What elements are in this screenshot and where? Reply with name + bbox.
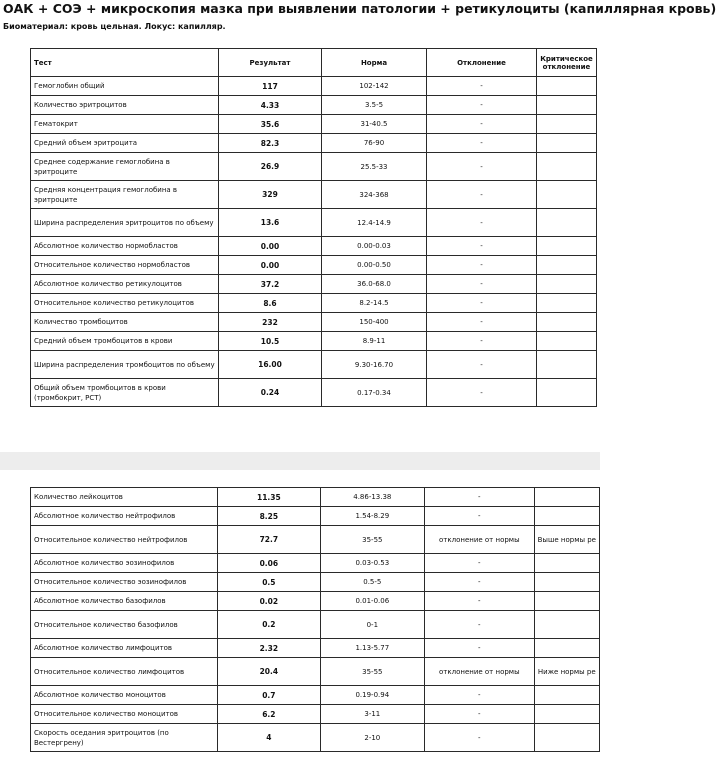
norm-cell: 35-55 (320, 658, 424, 686)
test-name-cell: Средний объем тромбоцитов в крови (31, 332, 219, 351)
critical-cell (537, 256, 597, 275)
critical-cell (537, 77, 597, 96)
result-cell: 10.5 (219, 332, 322, 351)
deviation-cell: - (425, 724, 535, 752)
result-cell: 6.2 (218, 705, 320, 724)
critical-cell (537, 181, 597, 209)
result-cell: 0.02 (218, 592, 320, 611)
result-cell: 2.32 (218, 639, 320, 658)
deviation-cell: - (425, 639, 535, 658)
table-row (31, 237, 597, 256)
test-name-cell: Скорость оседания эритроцитов (по Вестергрену) (31, 724, 218, 752)
table-row (31, 313, 597, 332)
test-name-cell: Относительное количество ретикулоцитов (31, 294, 219, 313)
deviation-cell: - (427, 134, 537, 153)
table-row (31, 153, 597, 181)
page-break (0, 452, 600, 470)
test-name-cell: Абсолютное количество нейтрофилов (31, 507, 218, 526)
test-name-cell: Гематокрит (31, 115, 219, 134)
deviation-cell: - (425, 488, 535, 507)
deviation-cell: - (425, 686, 535, 705)
table-row (31, 256, 597, 275)
result-cell: 0.00 (219, 237, 322, 256)
norm-cell: 3.5-5 (322, 96, 427, 115)
header-norm: Норма (322, 49, 427, 77)
test-name-cell: Относительное количество моноцитов (31, 705, 218, 724)
test-name-cell: Ширина распределения эритроцитов по объему (31, 209, 219, 237)
deviation-cell: - (425, 611, 535, 639)
critical-cell (534, 507, 599, 526)
report-title: ОАК + СОЭ + микроскопия мазка при выявлении патологии + ретикулоциты (капиллярная кровь) (3, 1, 716, 16)
test-name-cell: Относительное количество нейтрофилов (31, 526, 218, 554)
table-row (31, 351, 597, 379)
result-cell: 329 (219, 181, 322, 209)
critical-cell (537, 332, 597, 351)
result-cell: 26.9 (219, 153, 322, 181)
deviation-cell: - (425, 507, 535, 526)
norm-cell: 31-40.5 (322, 115, 427, 134)
norm-cell: 150-400 (322, 313, 427, 332)
critical-cell (537, 209, 597, 237)
critical-cell (534, 488, 599, 507)
norm-cell: 25.5-33 (322, 153, 427, 181)
deviation-cell: отклонение от нормы (425, 526, 535, 554)
result-cell: 117 (219, 77, 322, 96)
header-deviation: Отклонение (427, 49, 537, 77)
deviation-cell: - (427, 351, 537, 379)
critical-cell (534, 592, 599, 611)
deviation-cell: - (427, 181, 537, 209)
norm-cell: 1.13-5.77 (320, 639, 424, 658)
norm-cell: 0.19-0.94 (320, 686, 424, 705)
table-row (31, 181, 597, 209)
deviation-cell: - (425, 705, 535, 724)
critical-cell (537, 275, 597, 294)
results-table-2 (30, 487, 600, 752)
result-cell: 20.4 (218, 658, 320, 686)
table-row (31, 209, 597, 237)
test-name-cell: Абсолютное количество нормобластов (31, 237, 219, 256)
header-result: Результат (219, 49, 322, 77)
critical-cell (534, 686, 599, 705)
test-name-cell: Относительное количество эозинофилов (31, 573, 218, 592)
norm-cell: 76-90 (322, 134, 427, 153)
table-row (31, 658, 600, 686)
table-row (31, 96, 597, 115)
test-name-cell: Общий объем тромбоцитов в крови (тромбокрит, PCT) (31, 379, 219, 407)
critical-cell: Выше нормы ре (534, 526, 599, 554)
table-row (31, 611, 600, 639)
results-table-1 (30, 48, 597, 407)
norm-cell: 1.54-8.29 (320, 507, 424, 526)
table-row (31, 724, 600, 752)
norm-cell: 0.01-0.06 (320, 592, 424, 611)
result-cell: 0.5 (218, 573, 320, 592)
norm-cell: 2-10 (320, 724, 424, 752)
result-cell: 4.33 (219, 96, 322, 115)
table-row (31, 379, 597, 407)
report-subtitle: Биоматериал: кровь цельная. Локус: капилляр. (3, 22, 226, 31)
test-name-cell: Абсолютное количество ретикулоцитов (31, 275, 219, 294)
critical-cell (537, 294, 597, 313)
norm-cell: 8.9-11 (322, 332, 427, 351)
deviation-cell: - (425, 592, 535, 611)
test-name-cell: Гемоглобин общий (31, 77, 219, 96)
deviation-cell: - (425, 573, 535, 592)
test-name-cell: Относительное количество лимфоцитов (31, 658, 218, 686)
deviation-cell: - (427, 77, 537, 96)
deviation-cell: - (427, 115, 537, 134)
critical-cell (537, 115, 597, 134)
deviation-cell: - (427, 209, 537, 237)
result-cell: 72.7 (218, 526, 320, 554)
norm-cell: 0.5-5 (320, 573, 424, 592)
result-cell: 0.24 (219, 379, 322, 407)
table-row (31, 705, 600, 724)
critical-cell (534, 573, 599, 592)
result-cell: 82.3 (219, 134, 322, 153)
deviation-cell: - (427, 237, 537, 256)
table-row (31, 554, 600, 573)
deviation-cell: - (427, 294, 537, 313)
test-name-cell: Средняя концентрация гемоглобина в эритроците (31, 181, 219, 209)
deviation-cell: - (427, 379, 537, 407)
table-row (31, 332, 597, 351)
norm-cell: 35-55 (320, 526, 424, 554)
critical-cell (537, 134, 597, 153)
test-name-cell: Абсолютное количество моноцитов (31, 686, 218, 705)
test-name-cell: Ширина распределения тромбоцитов по объему (31, 351, 219, 379)
test-name-cell: Среднее содержание гемоглобина в эритроците (31, 153, 219, 181)
test-name-cell: Абсолютное количество лимфоцитов (31, 639, 218, 658)
result-cell: 13.6 (219, 209, 322, 237)
deviation-cell: отклонение от нормы (425, 658, 535, 686)
norm-cell: 0-1 (320, 611, 424, 639)
result-cell: 37.2 (219, 275, 322, 294)
test-name-cell: Абсолютное количество эозинофилов (31, 554, 218, 573)
table-row (31, 573, 600, 592)
deviation-cell: - (427, 332, 537, 351)
result-cell: 4 (218, 724, 320, 752)
test-name-cell: Количество тромбоцитов (31, 313, 219, 332)
test-name-cell: Относительное количество нормобластов (31, 256, 219, 275)
result-cell: 35.6 (219, 115, 322, 134)
norm-cell: 8.2-14.5 (322, 294, 427, 313)
test-name-cell: Относительное количество базофилов (31, 611, 218, 639)
deviation-cell: - (427, 96, 537, 115)
deviation-cell: - (425, 554, 535, 573)
norm-cell: 9.30-16.70 (322, 351, 427, 379)
table-header-row (31, 49, 597, 77)
critical-cell (534, 724, 599, 752)
header-critical: Критическое отклонение (537, 49, 597, 77)
norm-cell: 0.00-0.50 (322, 256, 427, 275)
norm-cell: 324-368 (322, 181, 427, 209)
table-row (31, 275, 597, 294)
table-row (31, 507, 600, 526)
table-row (31, 488, 600, 507)
deviation-cell: - (427, 153, 537, 181)
result-cell: 0.06 (218, 554, 320, 573)
critical-cell (534, 611, 599, 639)
table-row (31, 134, 597, 153)
norm-cell: 3-11 (320, 705, 424, 724)
table-row (31, 115, 597, 134)
norm-cell: 4.86-13.38 (320, 488, 424, 507)
critical-cell (534, 705, 599, 724)
deviation-cell: - (427, 256, 537, 275)
critical-cell (537, 313, 597, 332)
table-row (31, 592, 600, 611)
deviation-cell: - (427, 275, 537, 294)
norm-cell: 12.4-14.9 (322, 209, 427, 237)
test-name-cell: Количество эритроцитов (31, 96, 219, 115)
result-cell: 11.35 (218, 488, 320, 507)
deviation-cell: - (427, 313, 537, 332)
critical-cell (537, 351, 597, 379)
table-row (31, 77, 597, 96)
critical-cell: Ниже нормы ре (534, 658, 599, 686)
critical-cell (534, 639, 599, 658)
table-row (31, 294, 597, 313)
result-cell: 16.00 (219, 351, 322, 379)
norm-cell: 0.00-0.03 (322, 237, 427, 256)
norm-cell: 0.03-0.53 (320, 554, 424, 573)
critical-cell (537, 237, 597, 256)
norm-cell: 0.17-0.34 (322, 379, 427, 407)
result-cell: 0.00 (219, 256, 322, 275)
test-name-cell: Количество лейкоцитов (31, 488, 218, 507)
critical-cell (537, 153, 597, 181)
test-name-cell: Абсолютное количество базофилов (31, 592, 218, 611)
critical-cell (534, 554, 599, 573)
norm-cell: 36.0-68.0 (322, 275, 427, 294)
table-row (31, 526, 600, 554)
critical-cell (537, 96, 597, 115)
header-test: Тест (31, 49, 219, 77)
result-cell: 8.25 (218, 507, 320, 526)
test-name-cell: Средний объем эритроцита (31, 134, 219, 153)
table-row (31, 639, 600, 658)
result-cell: 232 (219, 313, 322, 332)
result-cell: 8.6 (219, 294, 322, 313)
critical-cell (537, 379, 597, 407)
result-cell: 0.2 (218, 611, 320, 639)
result-cell: 0.7 (218, 686, 320, 705)
table-row (31, 686, 600, 705)
norm-cell: 102-142 (322, 77, 427, 96)
